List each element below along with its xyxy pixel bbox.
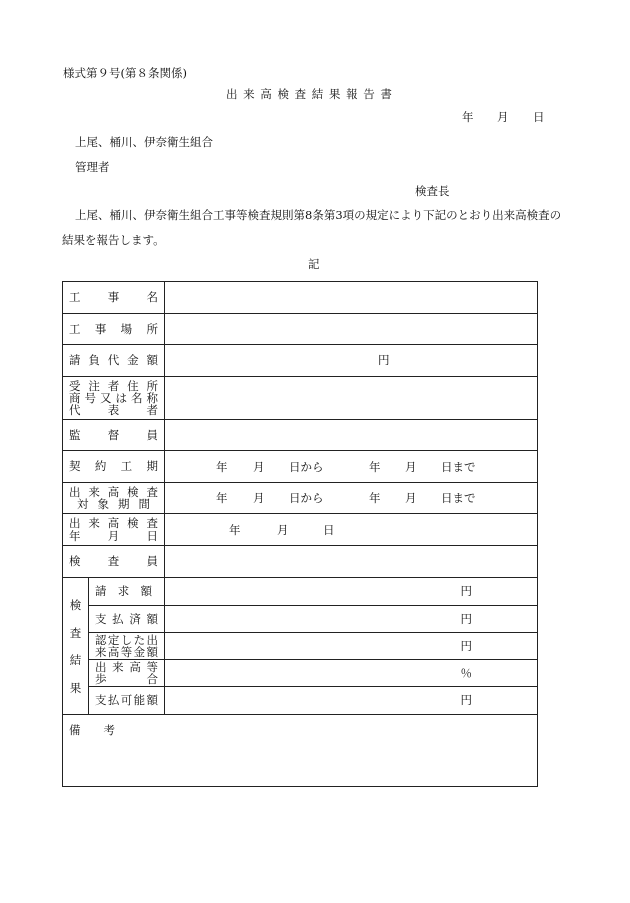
shiharai-kano-value[interactable]: [165, 687, 538, 715]
result-group-char-2: 査: [69, 625, 82, 640]
row-taisho-kikan: [63, 483, 538, 514]
juchusha-address-label: 受注者住所: [69, 378, 158, 393]
kensa-bi-label-1: 出来高検査: [69, 516, 158, 531]
keiyaku-kouki-label: 契約工期: [69, 459, 158, 474]
shiharai-kano-label: 支払可能額: [95, 693, 158, 708]
biko-label: 備 考: [69, 723, 115, 737]
body-text-line1: 上尾、桶川、伊奈衛生組合工事等検査規則第8条第3項の規定により下記のとおり出来高検査の: [75, 208, 562, 222]
body-text-line2: 結果を報告します。: [62, 233, 165, 247]
p1-year2: 年: [369, 459, 381, 474]
buai-label-1: 出来高等: [95, 659, 158, 674]
juchusha-name-label: 商号又は名称: [69, 390, 158, 405]
row-seikyu: [63, 578, 538, 606]
shiharai-kano-unit: 円: [460, 693, 472, 708]
manager-label: 管理者: [75, 160, 110, 174]
biko-cell[interactable]: [63, 715, 538, 787]
ukeoi-kingaku-value[interactable]: [165, 345, 538, 377]
kensa-bi-value[interactable]: [165, 514, 538, 546]
juchusha-rep-label: 代表者: [69, 403, 158, 418]
seikyu-label: 請求額: [95, 584, 152, 599]
row-koji-mei: [63, 282, 538, 314]
nintei-value[interactable]: [165, 633, 538, 660]
p2-year1: 年: [216, 490, 228, 505]
p1-year1: 年: [216, 459, 228, 474]
p2-day2: 日まで: [441, 490, 476, 505]
p2-day1: 日から: [289, 490, 324, 505]
kantoku-value[interactable]: [165, 420, 538, 451]
result-group-char-3: 結: [69, 653, 82, 667]
koji-mei-value[interactable]: [165, 282, 538, 314]
shiharai-zumi-value[interactable]: [165, 606, 538, 633]
document-title: 出 来 高 検 査 結 果 報 告 書: [226, 87, 393, 101]
result-group-char-4: 果: [69, 680, 82, 695]
kensain-value[interactable]: [165, 546, 538, 578]
p2-month1: 月: [253, 490, 265, 505]
kensain-label: 検査員: [69, 554, 158, 569]
form-number: 様式第９号(第８条関係): [63, 66, 187, 80]
p1-month2: 月: [405, 459, 417, 474]
result-group-char-1: 検: [69, 598, 82, 612]
buai-label-2: 歩合: [95, 672, 158, 686]
row-ukeoi-kingaku: [63, 345, 538, 377]
date-day-label: 日: [533, 110, 545, 124]
ukeoi-yen-unit: 円: [378, 353, 390, 368]
nintei-label-2: 来高等金額: [95, 645, 158, 659]
row-koji-basho: [63, 314, 538, 345]
ukeoi-kingaku-label: 請負代金額: [69, 353, 158, 368]
buai-unit: ％: [460, 665, 472, 680]
kensa-year: 年: [229, 522, 241, 537]
p1-month1: 月: [253, 459, 265, 474]
shiharai-zumi-unit: 円: [460, 611, 472, 626]
row-buai: [63, 660, 538, 687]
keiyaku-kouki-value[interactable]: [165, 451, 538, 483]
row-juchusha: [63, 377, 538, 420]
report-table: [62, 281, 538, 787]
kantoku-label: 監督員: [69, 427, 158, 442]
ki-label: 記: [308, 257, 320, 271]
row-shiharai-kano: [63, 687, 538, 715]
koji-mei-label: 工事名: [69, 290, 158, 305]
sender-label: 検査長: [415, 184, 450, 198]
nintei-unit: 円: [460, 638, 472, 653]
kensa-day: 日: [323, 522, 335, 537]
addressee: 上尾、桶川、伊奈衛生組合: [75, 135, 213, 149]
row-kantoku: [63, 420, 538, 451]
taisho-kikan-value[interactable]: [165, 483, 538, 514]
row-nintei: [63, 633, 538, 660]
row-shiharai-zumi: [63, 606, 538, 633]
seikyu-value[interactable]: [165, 578, 538, 606]
row-keiyaku-kouki: [63, 451, 538, 483]
row-kensain: [63, 546, 538, 578]
nintei-label-1: 認定した出: [95, 632, 158, 647]
p2-month2: 月: [405, 490, 417, 505]
row-kensa-bi: [63, 514, 538, 546]
date-year-label: 年: [462, 110, 474, 124]
p2-year2: 年: [369, 490, 381, 505]
date-month-label: 月: [497, 110, 509, 124]
row-biko: [63, 715, 538, 787]
shiharai-zumi-label: 支払済額: [95, 611, 158, 626]
koji-basho-value[interactable]: [165, 314, 538, 345]
kensa-month: 月: [277, 522, 289, 537]
juchusha-value[interactable]: [165, 377, 538, 420]
result-group-label: [63, 578, 89, 715]
buai-value[interactable]: [165, 660, 538, 687]
p1-day2: 日まで: [441, 459, 476, 474]
kensa-bi-label-2: 年月日: [69, 528, 158, 543]
taisho-label-1: 出来高検査: [69, 484, 158, 499]
koji-basho-label: 工事場所: [69, 321, 158, 336]
p1-day1: 日から: [289, 459, 324, 474]
taisho-label-2: 対象期間: [77, 497, 150, 511]
seikyu-unit: 円: [460, 584, 472, 599]
